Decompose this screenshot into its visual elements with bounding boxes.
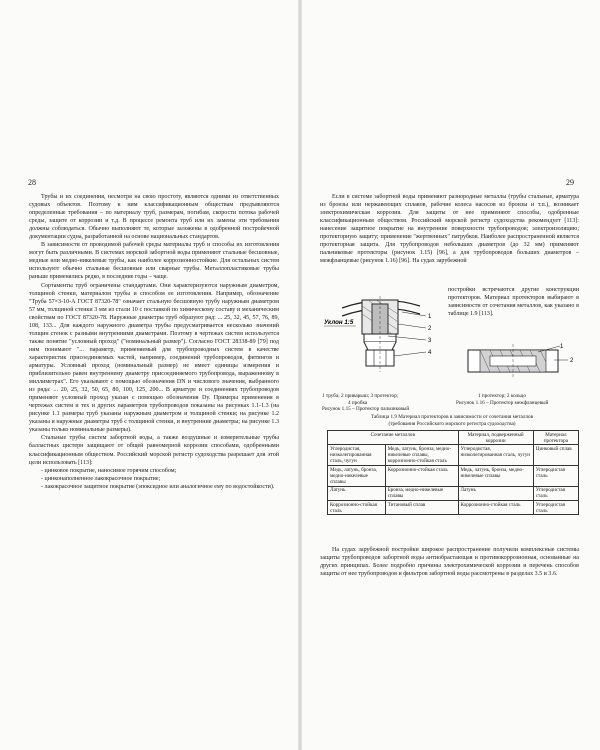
caption-line: 1 протектор; 2 кольцо bbox=[478, 393, 526, 399]
paragraph: Сортаменты труб ограничены стандартами. Они характеризуются наружным диаметром, толщиной стенки, материалом трубы и способом ее изготовления. Например, обозначение "Труба 57×3-10-А ГОСТ 87320-78" означает стальную бесшовную трубу наружным диаметром 57 мм, толщиной стенки 3 мм из стали 10 с поставкой по химическому составу и механическим свойствам по ГОСТ 87320-78. Наружные диаметры труб образуют ряд: ... 25, 32, 45, 57, 76, 89, 108, 133... Для каждого наружного диаметра трубы предусматривается несколько значений толщин стенок с разными внутренними диаметрами. Поэтому в чертежах систем используется также понятие "условный проход" ("номинальный размер"). Согласно ГОСТ 28338-89 [79] под ним понимают "... параметр, применяемый для трубопроводных систем в качестве характеристик присоединяемых частей, например, соединений трубопроводов, фитингов и арматуры. Условный проход (номинальный размер) не имеет единицы измерения и приблизительно равен внутреннему диаметру присоединяемого трубопровода, выраженному в миллиметрах". Его указывают с помощью обозначения DN и числового значения, выбранного из ряда: ... 20, 25, 32, 50, 65, 80, 100, 125, 200... В арматуре и соединениях трубопроводов применяют условный проход указан с помощью обозначения Dу. Примеры применения в чертежах систем и тех и других параметров трубопроводов показаны на рисунках 1.1-1.3 (на рисунке 1.1 размеры труб указаны наружным диаметром и толщиной стенки; на рисунке 1.2 указаны и наружные диаметры труб с толщиной стенки, и внутренние диаметры; на рисунке 1.3 указаны только номинальные размеры). bbox=[29, 282, 279, 434]
right-page-wrap-text bbox=[448, 286, 579, 318]
table-cell: Бронза, медно-никелевые сплавы bbox=[385, 486, 458, 500]
callout-label: 1 bbox=[560, 344, 564, 350]
table-header-cell: Сочетание металлов bbox=[328, 431, 459, 445]
table-cell: Коррозионно-стойкая сталь bbox=[328, 501, 386, 515]
slope-label: Уклон 1:5 bbox=[324, 319, 354, 326]
right-page bbox=[300, 0, 600, 750]
caption-line: 1 труба; 2 приварыш; 3 протектор; bbox=[322, 393, 399, 399]
table-row bbox=[328, 486, 579, 500]
list-item: - лакокрасочное защитное покрытие (эпоксидное или аналогичное ему по водостойкости). bbox=[41, 483, 275, 490]
table-header-cell: Материал протектора bbox=[533, 431, 578, 445]
list-item: - цинковое покрытие, наносимое горячим способом; bbox=[41, 467, 177, 474]
table-row bbox=[328, 445, 579, 466]
callout-label: 4 bbox=[428, 350, 432, 356]
callout-label: 1 bbox=[428, 314, 432, 320]
protector-material-table bbox=[327, 430, 579, 515]
table-cell: Медь, латунь, бронза, медно-никелевые сплавы, коррозионно-стойкая сталь bbox=[385, 445, 458, 466]
caption-title: Рисунок 1.15 – Протектор пальчиковый bbox=[322, 406, 410, 412]
caption-title: Рисунок 1.16 – Протектор межфланцевый bbox=[456, 399, 549, 406]
paragraph: Стальные трубы систем забортной воды, а также воздушные и измерительные трубы балластных цистерн защищают от общей равномерной коррозии способами, одобренными классификационным обществом. Российский морской регистр судоходства разрешает для этой цели использовать [113]: bbox=[29, 435, 279, 466]
table-cell: Углеродистая, низколегированная сталь, чугун bbox=[328, 445, 386, 466]
table-caption-line: Таблица 1.9 Материал протекторов в зависимости от сочетания металлов bbox=[370, 414, 534, 420]
callout-label: 2 bbox=[428, 326, 432, 332]
page-number-right: 29 bbox=[566, 178, 574, 187]
page-number-left: 28 bbox=[28, 178, 36, 187]
table-cell: Медь, латунь, бронза, медно-никелевые сплавы bbox=[458, 466, 533, 487]
right-page-bottom-text bbox=[320, 546, 579, 578]
flange-protector-drawing bbox=[460, 340, 578, 386]
table-cell: Латунь bbox=[328, 486, 386, 500]
caption-line: 4 пробка bbox=[348, 399, 368, 406]
figure-flange-protector bbox=[460, 340, 578, 386]
list-item: - цинконаполненное лакокрасочное покрытие; bbox=[41, 475, 161, 482]
table-cell: Латунь bbox=[458, 486, 533, 500]
callout-label: 3 bbox=[428, 338, 432, 344]
table-cell: Цинковый сплав bbox=[533, 445, 578, 466]
table-cell: Углеродистая сталь bbox=[533, 486, 578, 500]
callout-label: 2 bbox=[570, 358, 574, 364]
table-cell: Титановый сплав bbox=[385, 501, 458, 515]
paragraph: Трубы и их соединения, несмотря на свою простоту, являются одними из ответственных судовых объектов. Поэтому к ним классификационным обществам предъявляются определенные требования – по материалу труб, размерам, погибам, скорости потока рабочей среды, защите от коррозии и т.д. В процессе ремонта труб или их замены эти требования должны соблюдаться. Обычно выполняют те, которые заложены в одобренной постройечной документации судна, разработанной на основе национальных стандартов. bbox=[29, 194, 279, 241]
paragraph: На судах зарубежной постройки широкое распространение получили комплексные системы защиты трубопроводов забортной воды антиобрастающая и противокоррозионная, основанные на других принципах. Более подробно причины электрохимической коррозии и перечень способов защиты от нее трубопроводов и фильтров забортной воды рассмотрены в разделах 3.5 и 3.6. bbox=[320, 547, 579, 578]
finger-protector-drawing bbox=[322, 286, 440, 390]
coating-list bbox=[29, 467, 279, 491]
table-cell: Коррозионно-стойкая сталь bbox=[458, 501, 533, 515]
table-caption bbox=[325, 414, 579, 427]
right-page-top-text bbox=[320, 193, 579, 265]
left-page-text bbox=[29, 193, 279, 491]
figure-caption-1-16 bbox=[456, 393, 581, 406]
table-header-row bbox=[328, 431, 579, 445]
table-caption-line: (требования Российского морского регистра судоходства) bbox=[388, 420, 516, 427]
paragraph: В зависимости от проводимой рабочей среды материалы труб и способы их изготовления могут быть различными. В системах морской забортной воды применяют стальные бесшовные, медные или медно-никелевые трубы, как наиболее коррозионностойкие. Для остальных систем используют обычно стальные бесшовные или сварные трубы. Металлопластиковые трубы раньше применялись редко, в последние годы – чаще. bbox=[29, 242, 279, 281]
table-header-cell: Материал, подверженный коррозии bbox=[458, 431, 533, 445]
table-cell: Медь, латунь, бронза, медно-никелевые сплавы bbox=[328, 466, 386, 487]
table-row bbox=[328, 501, 579, 515]
paragraph: постройки встречаются другие конструкции протекторов. Материал протекторов выбирают в зависимости от сочетания металлов, как указано в таблице 1.9 [113]. bbox=[448, 287, 579, 318]
table-row bbox=[328, 466, 579, 487]
figure-caption-1-15 bbox=[322, 393, 442, 413]
table-cell: Углеродистая сталь bbox=[533, 466, 578, 487]
table-cell: Коррозионно-стойкая сталь bbox=[385, 466, 458, 487]
paragraph: Если в системе забортной воды применяют разнородные металлы (трубы стальные, арматура из бронзы или нержавеющих сплавов, рабочие колеса насосов из бронзы и т.п.), возникает электрохимическая коррозия. Для защиты от нее применяют способы, одобренные классификационным обществом. Российский морской регистр судоходства рекомендует [113]: нанесение защитное покрытие на внутренние поверхности трубопроводов; электроизоляцию; протекторную защиту; применение "жертвенных" патрубков. Наиболее распространенной является протекторная защита. Для трубопроводов небольших диаметров (до 32 мм) применяют пальчиковые протекторы (рисунок 1.15) [96], а для трубопроводов больших диаметров – межфланцевые (рисунок 1.16) [96]. На судах зарубежной bbox=[320, 194, 579, 265]
table-cell: Углеродистая, низколегированная сталь, чугун bbox=[458, 445, 533, 466]
figure-finger-protector bbox=[322, 286, 440, 390]
table-cell: Углеродистая сталь bbox=[533, 501, 578, 515]
